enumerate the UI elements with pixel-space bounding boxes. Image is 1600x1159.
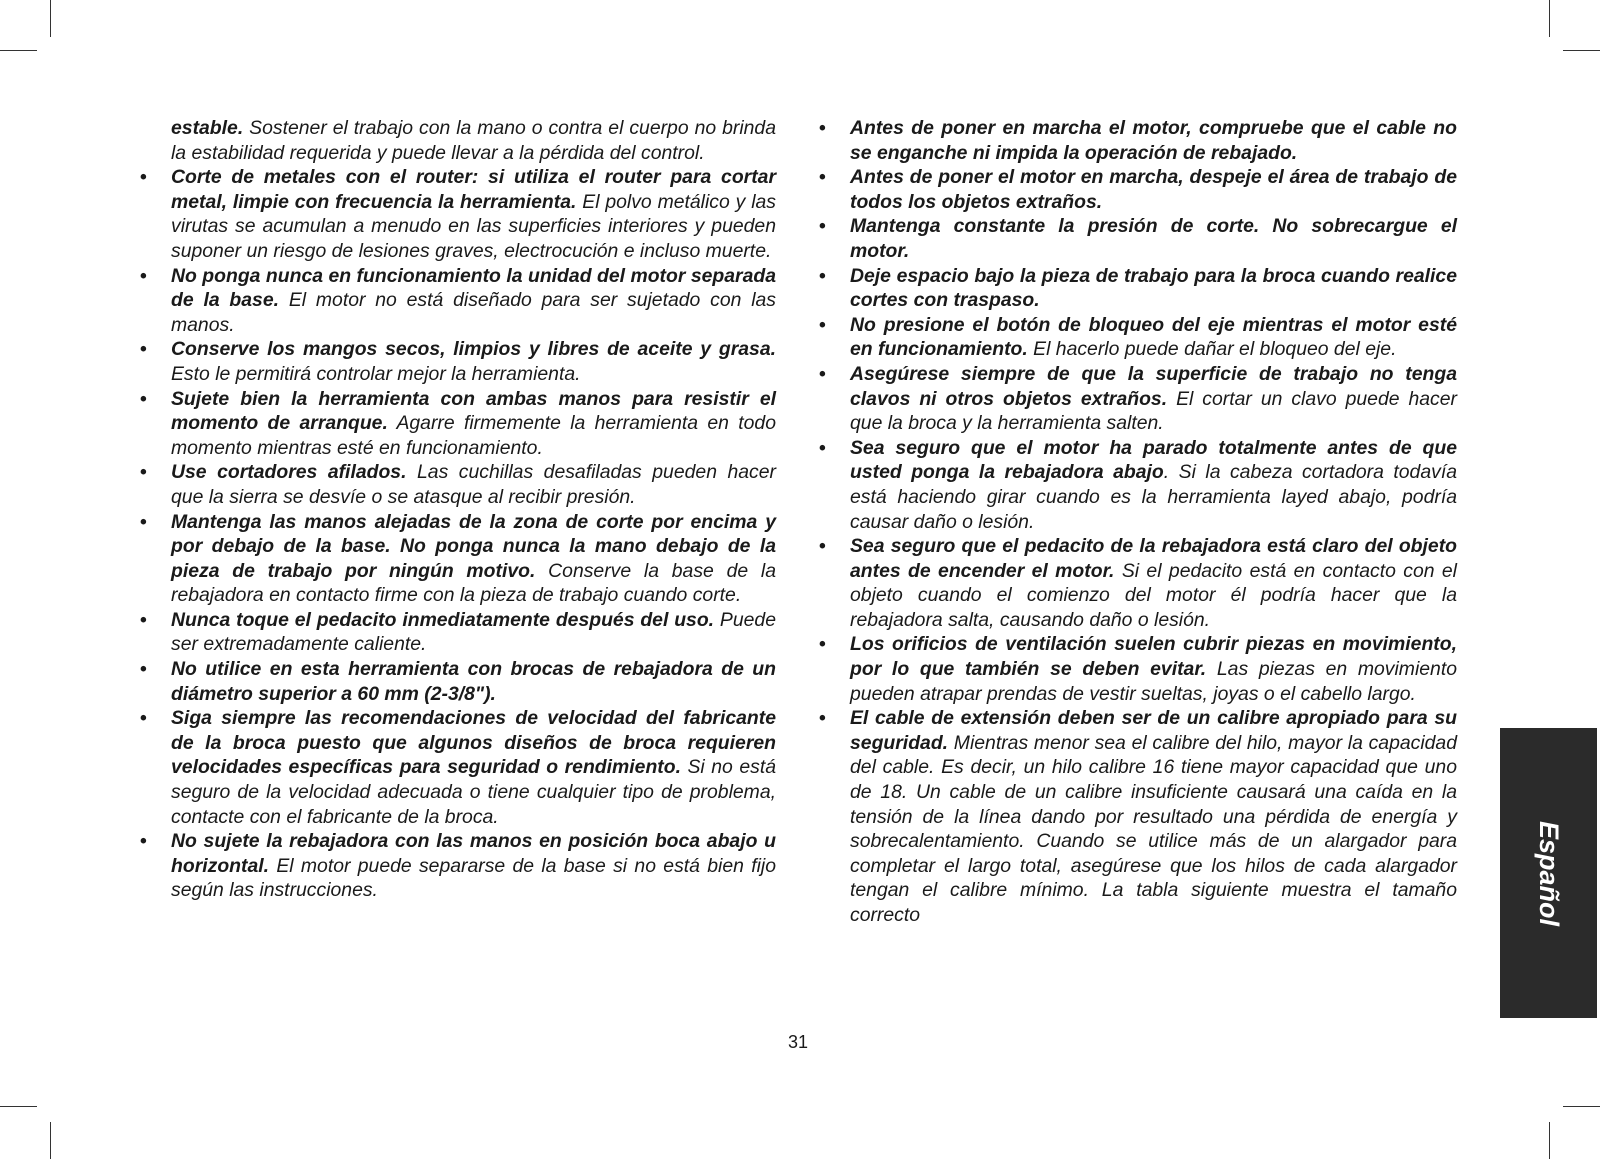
bold-lead: No sujete la rebajadora con las manos en posición boca abajo u horizontal. bbox=[171, 830, 776, 877]
body-text: Las piezas en movimiento pueden atrapar prendas de vestir sueltas, joyas o el cabello largo. bbox=[850, 658, 1457, 705]
body-text: Esto le permitirá controlar mejor la herramienta. bbox=[171, 362, 581, 385]
body-text: El motor no está diseñado para ser sujetado con las manos. bbox=[171, 289, 776, 336]
body-text: Si no está seguro de la velocidad adecuada o tiene cualquier tipo de problema, contacte con el fabricante de la broca. bbox=[171, 756, 776, 828]
crop-mark bbox=[1563, 50, 1600, 51]
body-text: Puede ser extremadamente caliente. bbox=[171, 608, 776, 656]
bold-lead: Deje espacio bajo la pieza de trabajo para la broca cuando realice cortes con traspaso. bbox=[850, 264, 1457, 312]
bold-lead: El cable de extensión deben ser de un calibre apropiado para su seguridad. bbox=[850, 707, 1457, 754]
bold-lead: Nunca toque el pedacito inmediatamente después del uso. bbox=[171, 608, 715, 631]
bold-lead: Los orificios de ventilación suelen cubrir piezas en movimiento, por lo que también se deben evitar. bbox=[850, 633, 1457, 681]
list-item bbox=[138, 460, 776, 509]
left-column bbox=[138, 116, 776, 903]
body-text: Sostener el trabajo con la mano o contra el cuerpo no brinda la estabilidad requerida y puede llevar a la pérdida del control. bbox=[171, 117, 776, 164]
bold-lead: estable. bbox=[171, 117, 244, 139]
bold-lead: Siga siempre las recomendaciones de velocidad del fabricante de la broca puesto que algunos diseños de broca requieren velocidades específicas para seguridad o rendimiento. bbox=[171, 707, 776, 779]
body-text: Mientras menor sea el calibre del hilo, mayor la capacidad del cable. Es decir, un hilo calibre 16 tiene mayor capacidad que uno de 18. Un cable de un calibre insuficiente causará una caída en la tensión de la línea dando por resultado una pérdida de energía y sobrecalentamiento. Cuando se utilice más de un alargador para completar el largo total, asegúrese que los hilos de cada alargador tengan el calibre mínimo. La tabla siguiente muestra el tamaño correcto bbox=[850, 731, 1457, 926]
bold-lead: Sea seguro que el motor ha parado totalmente antes de que usted ponga la rebajadora abajo bbox=[850, 436, 1457, 484]
bold-lead: Asegúrese siempre de que la superficie de trabajo no tenga clavos ni otros objetos extraños. bbox=[850, 362, 1457, 410]
list-item bbox=[138, 608, 776, 657]
bold-lead: No presione el botón de bloqueo del eje mientras el motor esté en funcionamiento. bbox=[850, 313, 1457, 361]
bold-lead: Use cortadores afilados. bbox=[171, 461, 407, 484]
list-item bbox=[817, 165, 1457, 214]
bold-lead: No utilice en esta herramienta con brocas de rebajadora de un diámetro superior a 60 mm (2-3/8"). bbox=[171, 658, 776, 705]
crop-mark bbox=[0, 50, 37, 51]
list-item bbox=[817, 362, 1457, 436]
body-text: Conserve la base de la rebajadora en contacto firme con la pieza de trabajo cuando corte. bbox=[171, 559, 776, 607]
body-text: Agarre firmemente la herramienta en todo momento mientras esté en funcionamiento. bbox=[171, 412, 776, 459]
bold-lead: Sujete bien la herramienta con ambas manos para resistir el momento de arranque. bbox=[171, 387, 776, 435]
body-text: El hacerlo puede dañar el bloqueo del eje. bbox=[1027, 338, 1397, 361]
bold-lead: Antes de poner en marcha el motor, compruebe que el cable no se enganche ni impida la operación de rebajado. bbox=[850, 117, 1457, 164]
bold-lead: Sea seguro que el pedacito de la rebajadora está claro del objeto antes de encender el motor. bbox=[850, 535, 1457, 582]
body-text: . Si la cabeza cortadora todavía está haciendo girar cuando es la herramienta layed abajo, podría causar daño o lesión. bbox=[850, 461, 1457, 533]
bold-lead: Conserve los mangos secos, limpios y libres de aceite y grasa. bbox=[171, 338, 776, 361]
bold-lead: Antes de poner el motor en marcha, despeje el área de trabajo de todos los objetos extraños. bbox=[850, 166, 1457, 213]
crop-mark bbox=[1549, 1122, 1550, 1159]
list-item bbox=[138, 510, 776, 608]
list-item bbox=[138, 387, 776, 461]
list-item bbox=[817, 632, 1457, 706]
list-item bbox=[138, 706, 776, 829]
crop-mark bbox=[50, 0, 51, 37]
safety-list bbox=[138, 165, 776, 903]
body-text: El cortar un clavo puede hacer que la broca y la herramienta salten. bbox=[850, 387, 1457, 435]
list-item bbox=[817, 436, 1457, 534]
list-item bbox=[138, 165, 776, 263]
page-number: 31 bbox=[788, 1032, 809, 1052]
list-item bbox=[817, 116, 1457, 165]
bold-lead: Mantenga las manos alejadas de la zona de corte por encima y por debajo de la base. No ponga nunca la mano debajo de la pieza de trabajo por ningún motivo. bbox=[171, 510, 776, 582]
body-text: Las cuchillas desafiladas pueden hacer que la sierra se desvíe o se atasque al recibir presión. bbox=[171, 461, 776, 508]
list-item bbox=[817, 264, 1457, 313]
safety-list bbox=[817, 116, 1457, 928]
crop-mark bbox=[50, 1122, 51, 1159]
language-tab bbox=[1500, 728, 1597, 1018]
crop-mark bbox=[0, 1106, 37, 1107]
crop-mark bbox=[1563, 1106, 1600, 1107]
list-item bbox=[138, 264, 776, 338]
list-item bbox=[817, 534, 1457, 632]
bold-lead: Mantenga constante la presión de corte. No sobrecargue el motor. bbox=[850, 215, 1457, 262]
crop-mark bbox=[1549, 0, 1550, 37]
bold-lead: Corte de metales con el router: si utiliza el router para cortar metal, limpie con frecuencia la herramienta. bbox=[171, 166, 776, 213]
list-item bbox=[817, 313, 1457, 362]
language-tab-label: Español bbox=[1534, 820, 1564, 926]
body-text: Si el pedacito está en contacto con el objeto cuando el comienzo del motor él podría hacer que la rebajadora salta, causando daño o lesión. bbox=[850, 559, 1457, 631]
body-text: El motor puede separarse de la base si no está bien fijo según las instrucciones. bbox=[171, 854, 776, 902]
right-column bbox=[817, 116, 1457, 928]
body-text: El polvo metálico y las virutas se acumulan a menudo en las superficies interiores y pueden suponer un riesgo de lesiones graves, electrocución e incluso muerte. bbox=[171, 190, 776, 262]
list-item bbox=[138, 829, 776, 903]
bold-lead: No ponga nunca en funcionamiento la unidad del motor separada de la base. bbox=[171, 264, 776, 312]
list-item bbox=[817, 214, 1457, 263]
list-item bbox=[138, 337, 776, 386]
list-item bbox=[138, 657, 776, 706]
list-item bbox=[817, 706, 1457, 927]
continued-paragraph bbox=[138, 116, 776, 165]
